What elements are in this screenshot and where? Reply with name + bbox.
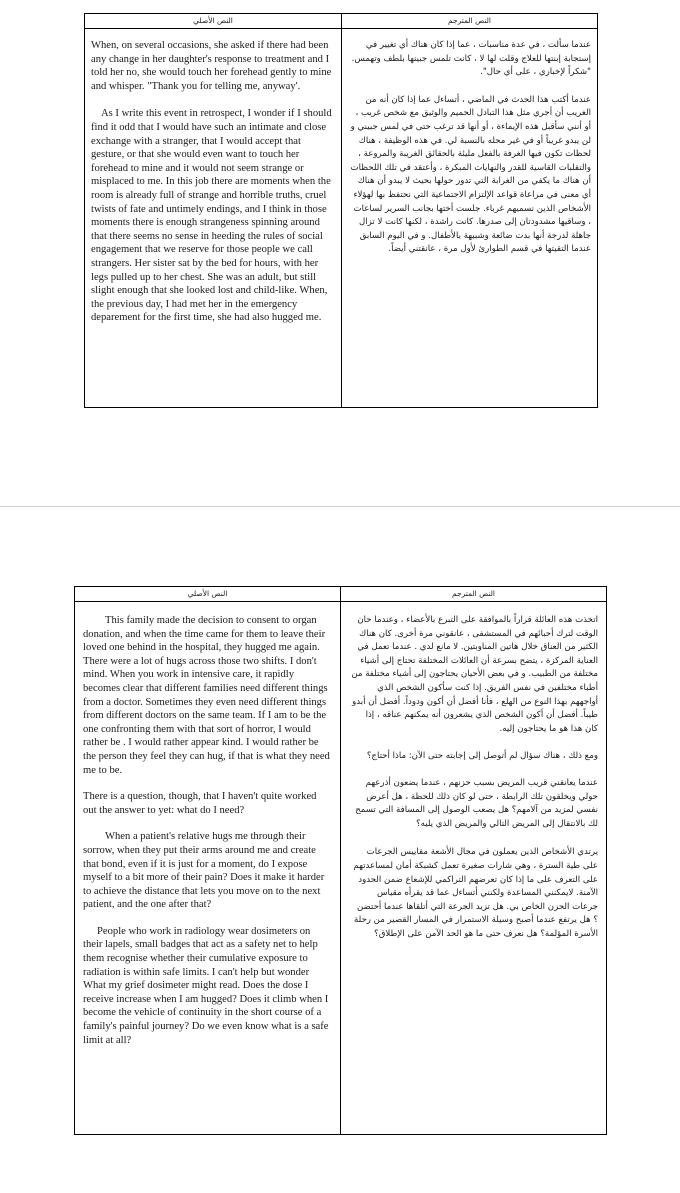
translated-paragraph: عندما أكتب هذا الحدث في الماضي ، أتساءل عما إذا كان أنه من الغريب أن أجري مثل هذا التبادل الحميم والوثيق مع شخص غريب ، أو أنني سأقبل هذه الإيماءة ، أو أنها قد ترغب حتى في لمس جبيني و لن يبدو غريباً أو في غير محله بالنسبة لي. في هذه الوظيفة ، هناك لحظات تكون فيها الغرفة بالفعل مليئة بالحقائق الغريبة والمروعة ، والتقلبات القاسية للقدر والنهايات المبكرة ، وأعتقد في تلك اللحظات أن هناك ما يكفي من الغرابة التي تدور حولها بحيث لا يبدو أن هناك أي معنى في مراعاة قواعد الإلتزام الاجتماعية التي نحتفظ بها لهؤلاء الأشخاص الذين نسميهم غرباء. جلست أختها بجانب السرير لساعات ، وساقيها مشدودتان إلى صدرها. كانت راشدة ، لكنها كانت لا تزال جاهلة لدرجة أنها بدت ضائعة وشبيهة بالأطفال. و في اليوم السابق عندما التقيتها في قسم الطوارئ لأول مرة ، عانقتني أيضاً. [350,94,591,255]
original-paragraph: There is a question, though, that I haven't quite worked out the answer to yet: what do I need? [83,791,317,816]
table-header-row [85,14,598,29]
original-paragraph: People who work in radiology wear dosimeters on their lapels, small badges that act as a safety net to help them recognise whether their cumulative exposure to radiation is within safe limits. I can't help but wonder What my grief dosimeter might read. Does the dose I receive increase when I am hugged? Does it climb when I become the vehicle of continuity in the short course of a family's painful journey? Do we even know what is a safe limit at all? [83,925,329,1046]
table-body-row [85,29,598,408]
original-text-cell [85,29,342,408]
header-translated: النص المترجم [341,587,607,602]
original-paragraph: When a patient's relative hugs me through their sorrow, when they put their arms around me and create that bond, even if it is just for a moment, do I expose myself to a bit more of their pain? Does it make it harder to achieve the distance that lets you move on to the next patient, and the one after that? [83,831,325,911]
translated-paragraph: ومع ذلك ، هناك سؤال لم أتوصل إلى إجابته حتى الآن: ماذا أحتاج؟ [366,751,598,762]
translated-paragraph: عندما يعانقني قريب المريض بسبب حزنهم ، عندما يضعون أذرعهم حولي ويخلقون تلك الرابطة ، حتى لو كان ذلك للحظة ، هل أعرض نفسي لمزيد من آلامهم؟ هل يصعب الوصول إلى المسافة التي تسمح لك بالانتقال إلى المريض التالي والمريض الذي يليه؟ [355,777,598,829]
page-divider [0,506,680,507]
header-translated: النص المترجم [342,14,598,29]
translated-text-cell [342,29,598,408]
translation-table-page-2 [74,586,607,1135]
header-original: النص الأصلي [85,14,342,29]
table-body-row [75,602,607,1135]
header-original: النص الأصلي [75,587,341,602]
original-paragraph: As I write this event in retrospect, I wonder if I should find it odd that I would have such an intimate and close exchange with a stranger, that I would accept that gesture, or that she would even want to touch her forehead to mine and it would not seem strange or misplaced to me. In this job there are moments when the room is already full of strange and horrible truths, cruel twists of fate and untimely endings, and I think in those moments there is enough strangeness spinning around that there seems no sense in heeding the rules of social engagement that we reserve for those people we call strangers. Her sister sat by the bed for hours, with her legs pulled up to her chest. She was an adult, but still slight enough that she looked lost and child-like. When, the previous day, I had met her in the emergency deparement for the first time, she had also hugged me. [91,108,332,324]
original-text-cell [75,602,341,1135]
translation-table-page-1 [84,13,598,408]
translated-paragraph: عندما سألت ، في عدة مناسبات ، عما إذا كان هناك أي تغيير في إستجابة إبنتها للعلاج وقلت لها لا ، كانت تلمس جبينها بلطف وتهمس. "شكراً لإخباري ، على أي حال". [351,40,591,78]
original-paragraph: When, on several occasions, she asked if there had been any change in her daughter's response to treatment and I told her no, she would touch her forehead gently to mine and whisper. "Thank you for telling me, anyway'. [91,40,332,92]
table-header-row [75,587,607,602]
translated-paragraph: اتخذت هذه العائلة قراراً بالموافقة على التبرع بالأعضاء ، وعندما حان الوقت لترك أحبائهم في المستشفى ، عانقوني مرة أخرى. كان هناك الكثير من العناق خلال هاتين المناوبتين. لا مانع لدي . عندما تعمل في العناية المركزة ، يتضح بسرعة أن العائلات المختلفة تحتاج إلى أشياء مختلفة من الطبيب. و في بعض الأحيان يحتاجون إلى أشياء مختلفة من أطباء مختلفين في نفس الفريق. إذا كنت سأكون الشخص الذي أواجههم بهذا النوع من الهلع ، فأنا أفضل أن أكون ودوداً. أفضل أن أبدو طيباً. أفضل أن أكون الشخص الذي يشعرون أنه يمكنهم عناقه ، إذا كان هذا هو ما يحتاجون إليه. [351,615,598,734]
translated-text-cell [341,602,607,1135]
translated-paragraph: يرتدي الأشخاص الذين يعملون في مجال الأشعة مقاييس الجرعات على طية السترة ، وهي شارات صغيرة تعمل كشبكة أمان لمساعدتهم على التعرف على ما إذا كان تعرضهم التراكمي للإشعاع ضمن الحدود الآمنة. لايمكنني المساعدة ولكنني أتساءل عما قد يقرأه مقياس جرعات الحزن الخاص بي. هل تزيد الجرعة التي أتلقاها عندما أحتضن ؟ هل يرتفع عندما أصبح وسيلة الاستمرار في المسار القصير من رحلة الأسرة المؤلمة؟ هل نعرف حتى ما هو الحد الآمن على الإطلاق؟ [353,847,598,939]
original-paragraph: This family made the decision to consent to organ donation, and when the time came for them to leave their loved one behind in the hospital, they hugged me again. There were a lot of hugs across those two shifts. I don't mind. When you work in intensive care, it rapidly becomes clear that different families need different things from a doctor. Sometimes they even need different things from different doctors on the same team. If I am to be the one confronting them with that sort of horror, I would rather be . I would rather appear kind. I would rather be the person they feel they can hug, if that is what they need me to be. [83,615,330,776]
